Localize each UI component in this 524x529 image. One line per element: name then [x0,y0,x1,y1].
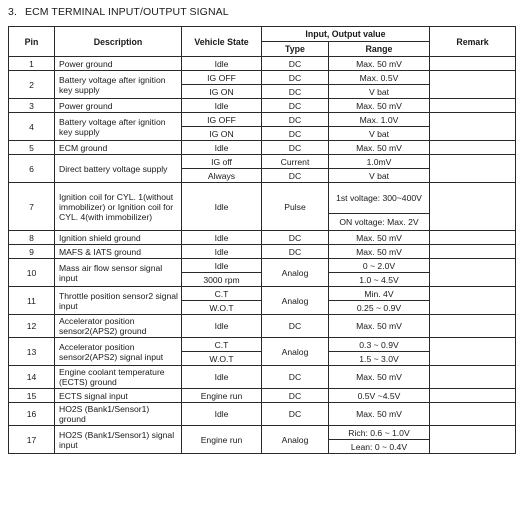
signal-range: Max. 1.0V [329,113,430,127]
signal-range: Max. 50 mV [329,141,430,155]
signal-type: DC [262,71,329,85]
vehicle-state: IG ON [182,127,262,141]
signal-range: Max. 50 mV [329,366,430,389]
signal-type: DC [262,231,329,245]
remark-cell [430,426,516,454]
signal-range: 1.0mV [329,155,430,169]
signal-range: Min. 4V [329,287,430,301]
pin-number: 11 [9,287,55,315]
pin-description: Ignition shield ground [55,231,182,245]
vehicle-state: Always [182,169,262,183]
table-row [9,426,516,440]
signal-range: Max. 50 mV [329,99,430,113]
signal-range: V bat [329,127,430,141]
header-range: Range [329,42,430,57]
table-row [9,403,516,426]
signal-range: Max. 0.5V [329,71,430,85]
table-row [9,231,516,245]
signal-type: Analog [262,259,329,287]
table-row [9,287,516,301]
signal-type: Analog [262,426,329,454]
signal-type: Pulse [262,183,329,231]
signal-range: Max. 50 mV [329,57,430,71]
pin-description: Power ground [55,57,182,71]
header-remark: Remark [430,27,516,57]
vehicle-state: IG OFF [182,113,262,127]
signal-type: DC [262,403,329,426]
section-number: 3. [8,6,17,18]
pin-description: MAFS & IATS ground [55,245,182,259]
remark-cell [430,315,516,338]
pin-description: HO2S (Bank1/Sensor1) signal input [55,426,182,454]
pin-number: 2 [9,71,55,99]
signal-range: 0 ~ 2.0V [329,259,430,273]
table-row [9,315,516,338]
table-row [9,245,516,259]
table-row [9,183,516,214]
signal-type: DC [262,141,329,155]
pin-description: Throttle position sensor2 signal input [55,287,182,315]
pin-number: 1 [9,57,55,71]
table-row [9,155,516,169]
pin-number: 16 [9,403,55,426]
signal-type: DC [262,245,329,259]
vehicle-state: C.T [182,338,262,352]
remark-cell [430,403,516,426]
pin-description: ECM ground [55,141,182,155]
remark-cell [430,245,516,259]
vehicle-state: Idle [182,315,262,338]
pin-description: Mass air flow sensor signal input [55,259,182,287]
vehicle-state: Idle [182,245,262,259]
signal-type: Analog [262,338,329,366]
header-pin: Pin [9,27,55,57]
signal-type: Analog [262,287,329,315]
remark-cell [430,99,516,113]
signal-type: DC [262,389,329,403]
pin-description: Engine coolant temperature (ECTS) ground [55,366,182,389]
remark-cell [430,259,516,287]
pin-number: 9 [9,245,55,259]
vehicle-state: C.T [182,287,262,301]
pin-description: Battery voltage after ignition key supply [55,71,182,99]
header-io-value: Input, Output value [262,27,430,42]
table-row [9,57,516,71]
vehicle-state: Idle [182,403,262,426]
signal-range: Max. 50 mV [329,403,430,426]
remark-cell [430,183,516,231]
signal-range: 0.5V ~4.5V [329,389,430,403]
signal-range: 1.5 ~ 3.0V [329,352,430,366]
vehicle-state: Idle [182,259,262,273]
pin-number: 12 [9,315,55,338]
table-row [9,141,516,155]
signal-range: ON voltage: Max. 2V [329,214,430,231]
pin-number: 15 [9,389,55,403]
vehicle-state: Idle [182,99,262,113]
signal-range: V bat [329,85,430,99]
signal-range: Max. 50 mV [329,231,430,245]
vehicle-state: W.O.T [182,352,262,366]
remark-cell [430,338,516,366]
vehicle-state: 3000 rpm [182,273,262,287]
header-vehicle-state: Vehicle State [182,27,262,57]
vehicle-state: Idle [182,231,262,245]
section-heading [8,6,229,18]
vehicle-state: IG ON [182,85,262,99]
table-header-row [9,27,516,42]
header-type: Type [262,42,329,57]
vehicle-state: Idle [182,366,262,389]
remark-cell [430,287,516,315]
table-row [9,71,516,85]
signal-type: DC [262,366,329,389]
pin-number: 8 [9,231,55,245]
remark-cell [430,141,516,155]
remark-cell [430,71,516,99]
remark-cell [430,366,516,389]
signal-range: Lean: 0 ~ 0.4V [329,440,430,454]
remark-cell [430,113,516,141]
signal-type: DC [262,127,329,141]
header-description: Description [55,27,182,57]
signal-range: 0.25 ~ 0.9V [329,301,430,315]
pin-description: Accelerator position sensor2(APS2) signal input [55,338,182,366]
remark-cell [430,57,516,71]
pin-number: 13 [9,338,55,366]
pin-description: ECTS signal input [55,389,182,403]
vehicle-state: Idle [182,57,262,71]
pin-number: 14 [9,366,55,389]
table-row [9,259,516,273]
remark-cell [430,389,516,403]
signal-range: V bat [329,169,430,183]
pin-number: 7 [9,183,55,231]
remark-cell [430,231,516,245]
section-title: ECM TERMINAL INPUT/OUTPUT SIGNAL [24,6,229,18]
pin-description: Direct battery voltage supply [55,155,182,183]
vehicle-state: Engine run [182,389,262,403]
pin-description: Battery voltage after ignition key supply [55,113,182,141]
signal-range: 1st voltage: 300~400V [329,183,430,214]
vehicle-state: Idle [182,183,262,231]
pin-description: Accelerator position sensor2(APS2) ground [55,315,182,338]
vehicle-state: W.O.T [182,301,262,315]
pin-number: 6 [9,155,55,183]
table-row [9,99,516,113]
signal-range: 0.3 ~ 0.9V [329,338,430,352]
signal-range: Rich: 0.6 ~ 1.0V [329,426,430,440]
remark-cell [430,155,516,183]
terminal-signal-table [8,26,516,454]
table-row [9,338,516,352]
pin-number: 5 [9,141,55,155]
signal-range: 1.0 ~ 4.5V [329,273,430,287]
signal-type: DC [262,57,329,71]
signal-range: Max. 50 mV [329,245,430,259]
vehicle-state: Idle [182,141,262,155]
table-row [9,113,516,127]
signal-type: DC [262,315,329,338]
vehicle-state: IG off [182,155,262,169]
vehicle-state: Engine run [182,426,262,454]
vehicle-state: IG OFF [182,71,262,85]
pin-description: HO2S (Bank1/Sensor1) ground [55,403,182,426]
signal-type: DC [262,85,329,99]
signal-type: DC [262,113,329,127]
pin-description: Ignition coil for CYL. 1(without immobilizer) or Ignition coil for CYL. 4(with immobilizer) [55,183,182,231]
pin-number: 10 [9,259,55,287]
signal-type: Current [262,155,329,169]
pin-description: Power ground [55,99,182,113]
signal-range: Max. 50 mV [329,315,430,338]
signal-type: DC [262,99,329,113]
pin-number: 4 [9,113,55,141]
pin-number: 3 [9,99,55,113]
table-row [9,389,516,403]
signal-type: DC [262,169,329,183]
pin-number: 17 [9,426,55,454]
table-row [9,366,516,389]
